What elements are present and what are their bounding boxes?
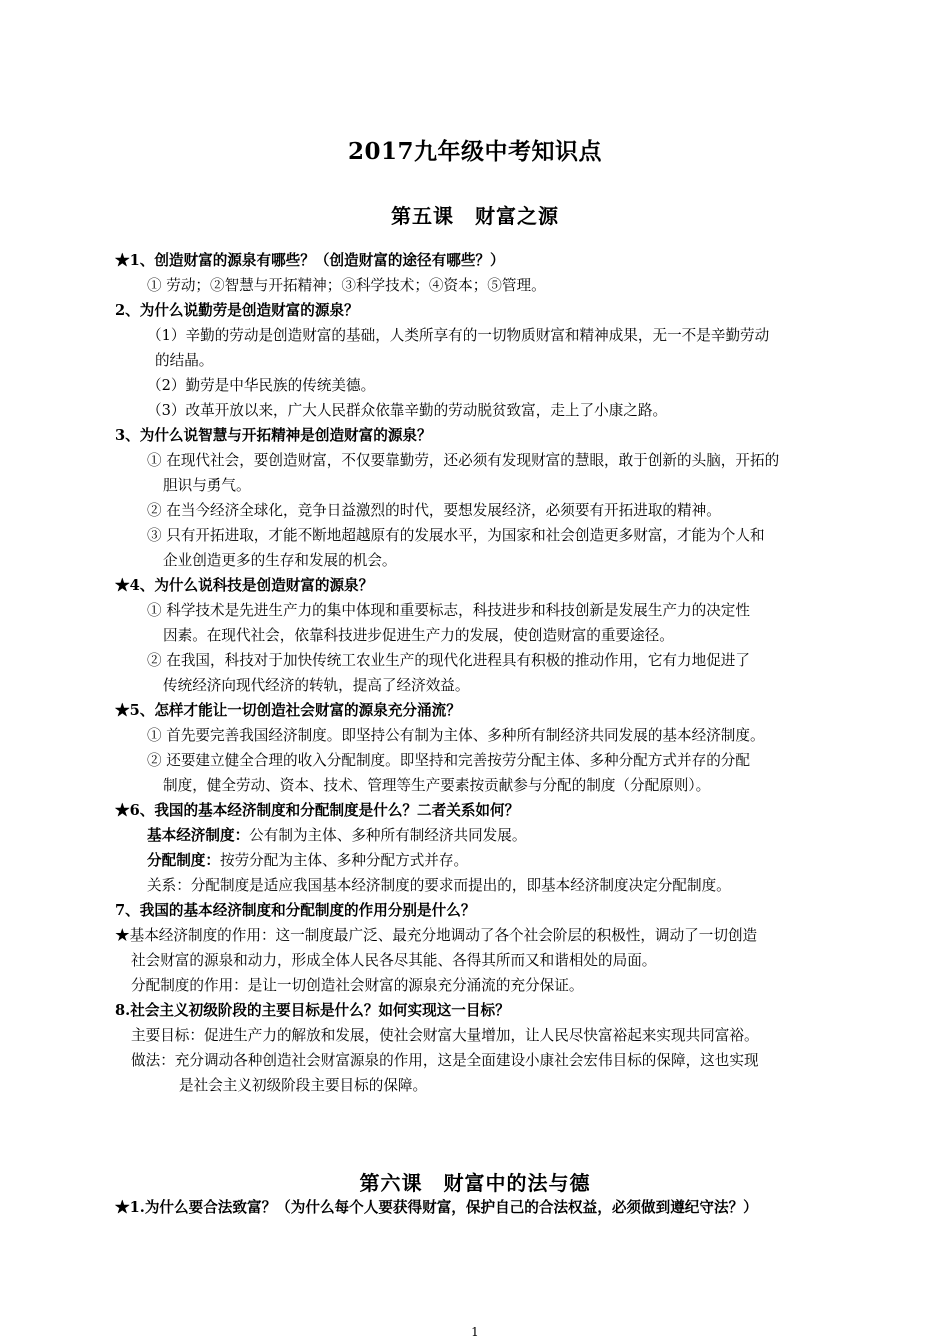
lesson-5-title: 第五课 财富之源 <box>391 204 559 228</box>
question-3-answer-1: ① 在现代社会，要创造财富，不仅要靠勤劳，还必须有发现财富的慧眼，敢于创新的头脑，开拓的 <box>147 452 780 469</box>
question-7-answer-2: 分配制度的作用：是让一切创造社会财富的源泉充分涌流的充分保证。 <box>131 977 584 994</box>
question-3-answer-1-cont: 胆识与勇气。 <box>163 477 251 494</box>
question-6-relation: 关系：分配制度是适应我国基本经济制度的要求而提出的，即基本经济制度决定分配制度。 <box>147 877 731 894</box>
question-3-heading: 3、为什么说智慧与开拓精神是创造财富的源泉？ <box>115 427 432 444</box>
distribution-system-text: 按劳分配为主体、多种分配方式并存。 <box>219 852 469 869</box>
page-number: 1 <box>471 1325 479 1339</box>
question-3-answer-3: ③ 只有开拓进取，才能不断地超越原有的发展水平，为国家和社会创造更多财富，才能为个人和 <box>147 527 765 544</box>
question-8-answer-2-cont: 是社会主义初级阶段主要目标的保障。 <box>179 1077 428 1094</box>
question-4-heading: ★4、为什么说科技是创造财富的源泉？ <box>115 577 374 594</box>
question-4-answer-1: ① 科学技术是先进生产力的集中体现和重要标志，科技进步和科技创新是发展生产力的决定性 <box>147 602 750 619</box>
question-7-answer-1: ★基本经济制度的作用：这一制度最广泛、最充分地调动了各个社会阶层的积极性，调动了一切创造 <box>115 927 758 944</box>
lesson-6-question-1-heading: ★1.为什么要合法致富？（为什么每个人要获得财富，保护自己的合法权益，必须做到遵纪守法？） <box>115 1199 758 1216</box>
question-2-answer-1-cont: 的结晶。 <box>155 352 214 369</box>
question-7-answer-1-cont: 社会财富的源泉和动力，形成全体人民各尽其能、各得其所而又和谐相处的局面。 <box>131 952 657 969</box>
question-3-answer-2: ② 在当今经济全球化，竞争日益激烈的时代，要想发展经济，必须要有开拓进取的精神。 <box>147 502 721 519</box>
question-3-answer-3-cont: 企业创造更多的生存和发展的机会。 <box>163 552 397 569</box>
question-7-heading: 7、我国的基本经济制度和分配制度的作用分别是什么？ <box>115 902 476 919</box>
question-8-heading: 8.社会主义初级阶段的主要目标是什么？如何实现这一目标？ <box>115 1002 510 1019</box>
question-4-answer-1-cont: 因素。在现代社会，依靠科技进步促进生产力的发展，使创造财富的重要途径。 <box>163 627 674 644</box>
lesson-6-title: 第六课 财富中的法与德 <box>359 1171 591 1195</box>
question-5-heading: ★5、怎样才能让一切创造社会财富的源泉充分涌流？ <box>115 702 461 719</box>
question-6-heading: ★6、我国的基本经济制度和分配制度是什么？二者关系如何？ <box>115 802 520 819</box>
question-2-answer-1: （1）辛勤的劳动是创造财富的基础，人类所享有的一切物质财富和精神成果，无一不是辛勤劳动 <box>147 327 770 344</box>
question-5-answer-2-cont: 制度，健全劳动、资本、技术、管理等生产要素按贡献参与分配的制度（分配原则）。 <box>163 777 711 794</box>
question-8-answer-2: 做法：充分调动各种创造社会财富源泉的作用，这是全面建设小康社会宏伟目标的保障，这也实现 <box>131 1052 759 1069</box>
question-8-answer-1: 主要目标：促进生产力的解放和发展，使社会财富大量增加，让人民尽快富裕起来实现共同富裕。 <box>131 1027 759 1044</box>
question-2-answer-2: （2）勤劳是中华民族的传统美德。 <box>147 377 376 394</box>
question-1-heading: ★1、创造财富的源泉有哪些？（创造财富的途径有哪些？） <box>115 252 505 269</box>
question-4-answer-2-cont: 传统经济向现代经济的转轨，提高了经济效益。 <box>163 677 470 694</box>
question-6-basic-system <box>147 826 526 846</box>
question-4-answer-2: ② 在我国，科技对于加快传统工农业生产的现代化进程具有积极的推动作用，它有力地促进了 <box>147 652 750 669</box>
question-5-answer-2: ② 还要建立健全合理的收入分配制度。即坚持和完善按劳分配主体、多种分配方式并存的分配 <box>147 752 750 769</box>
question-5-answer-1: ① 首先要完善我国经济制度。即坚持公有制为主体、多种所有制经济共同发展的基本经济制度。 <box>147 727 765 744</box>
basic-system-label: 基本经济制度： <box>147 827 250 844</box>
distribution-system-label: 分配制度： <box>147 852 220 869</box>
question-1-answer: ① 劳动；②智慧与开拓精神；③科学技术；④资本；⑤管理。 <box>147 277 546 294</box>
question-6-distribution-system <box>147 851 468 871</box>
question-2-heading: 2、为什么说勤劳是创造财富的源泉？ <box>115 302 359 319</box>
basic-system-text: 公有制为主体、多种所有制经济共同发展。 <box>249 827 527 844</box>
question-2-answer-3: （3）改革开放以来，广大人民群众依靠辛勤的劳动脱贫致富，走上了小康之路。 <box>147 402 668 419</box>
document-title: 2017九年级中考知识点 <box>347 138 602 165</box>
